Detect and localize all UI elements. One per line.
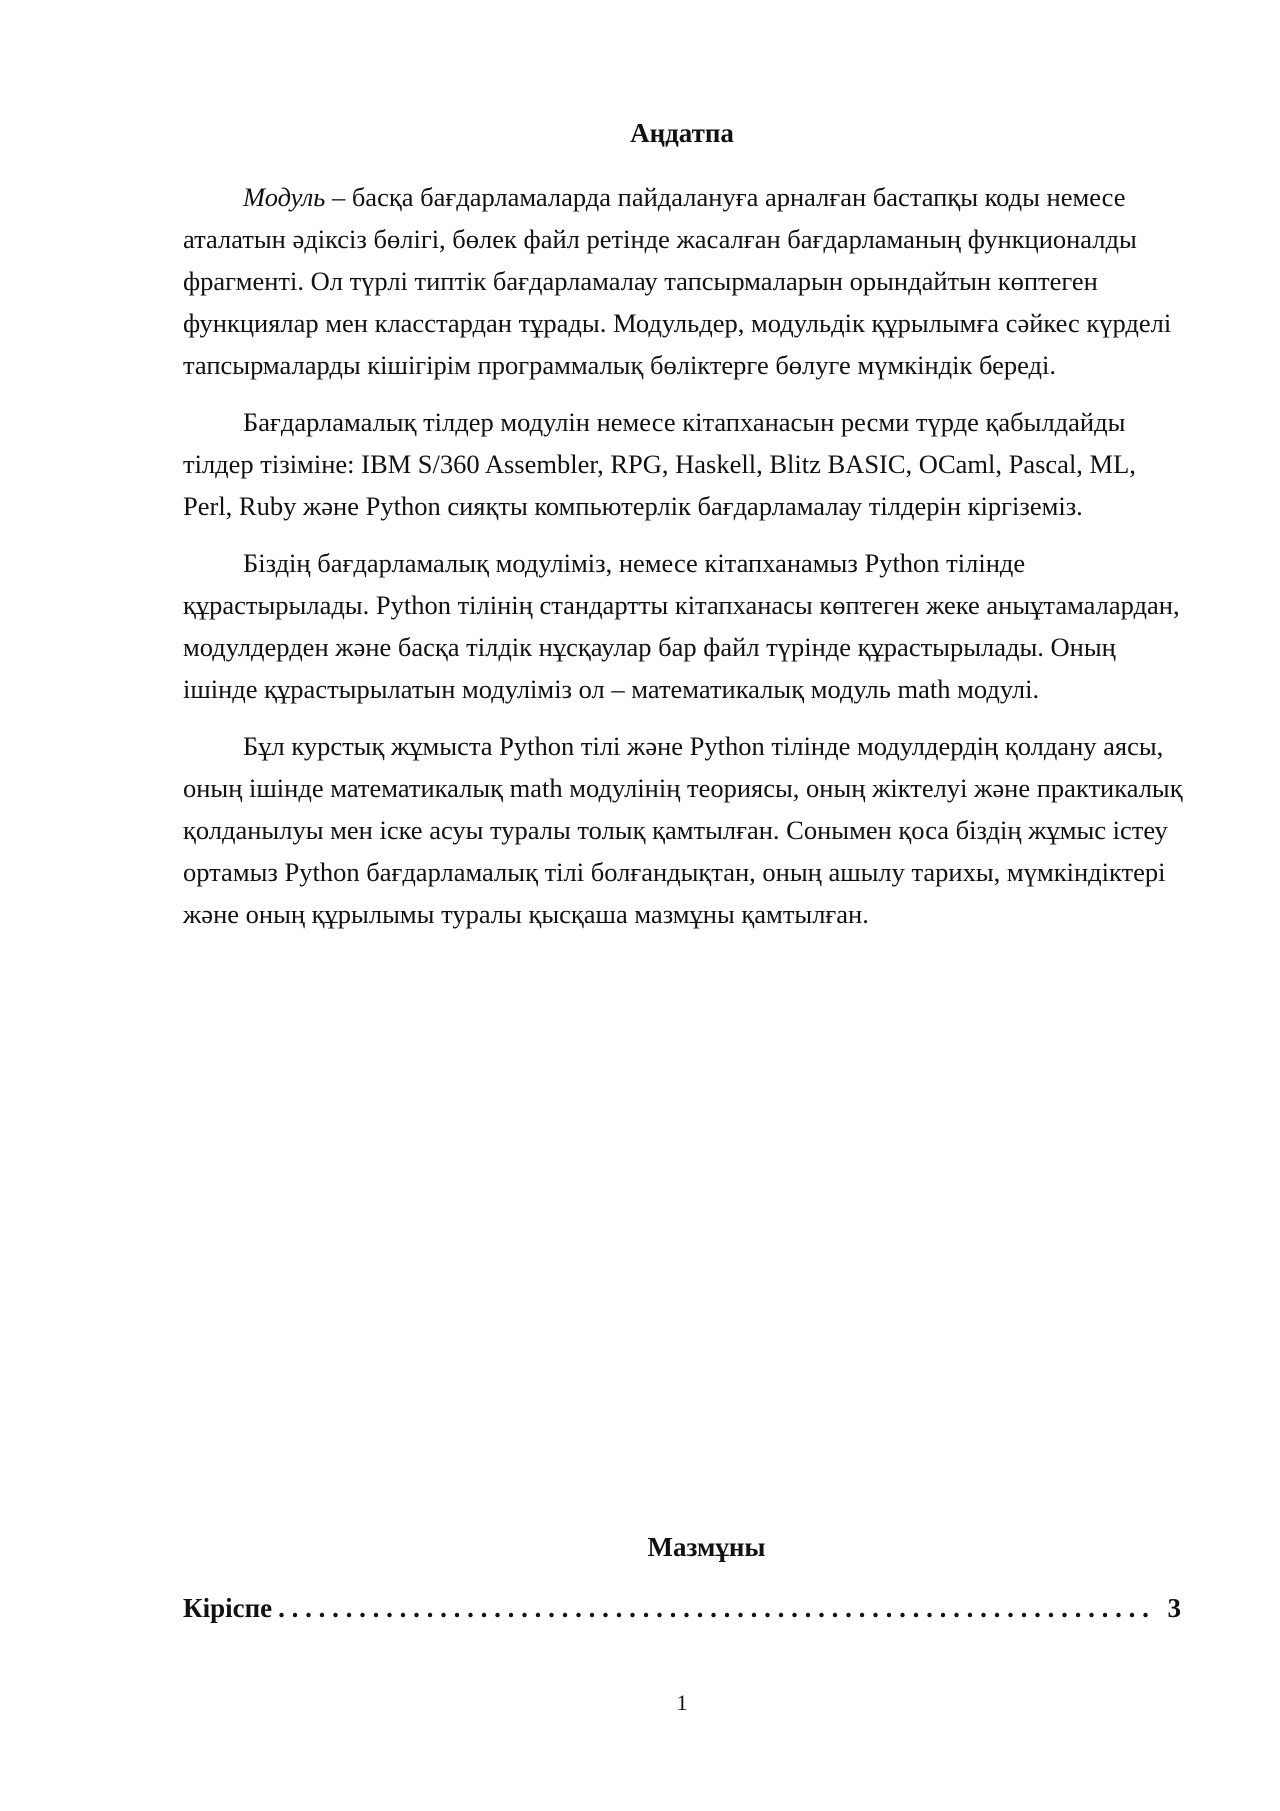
toc-entry-label: Кіріспе <box>183 1593 273 1623</box>
abstract-paragraph-2: Бағдарламалық тілдер модулін немесе кітапханасын ресми түрде қабылдайды тілдер тізіміне: IBM S/360 Assembler, RPG, Haskell, Blitz BASIC, OCaml, Pascal, ML, Perl, Ruby және Python сияқты компьютерлік бағдарламалау тілдерін кіргіземіз. <box>183 407 1136 521</box>
term-module: Модуль <box>243 182 326 212</box>
abstract-paragraph-4: Бұл курстық жұмыста Python тілі және Python тілінде модулдердің қолдану аясы, оның ішінде математикалық math модулінің теориясы, оның жіктелуі және практикалық қолданылуы мен іске асуы туралы толық қамтылған. Сонымен қоса біздің жұмыс істеу ортамыз Python бағдарламалық тілі болғандықтан, оның ашылу тарихы, мүмкіндіктері және оның құрылымы туралы қысқаша мазмұны қамтылған. <box>183 731 1183 929</box>
toc-title: Мазмұны <box>647 1532 766 1562</box>
abstract-paragraph-1 <box>183 176 1183 386</box>
abstract-title: Аңдатпа <box>630 118 734 148</box>
toc-entry-page: 3 <box>1167 1593 1181 1623</box>
toc-leader-dots <box>278 1587 1149 1629</box>
abstract-paragraph-3: Біздің бағдарламалық модуліміз, немесе кітапханамыз Python тілінде құрастырылады. Python тілінің стандартты кітапханасы көптеген жеке аныұтамалардан, модулдерден және басқа тілдік нұсқаулар бар файл түрінде құрастырылады. Оның ішінде құрастырылатын модуліміз ол – математикалық модуль math модулі. <box>183 548 1180 704</box>
abstract-body <box>183 176 1183 950</box>
abstract-paragraph-1-text: – басқа бағдарламаларда пайдалануға арналған бастапқы коды немесе аталатын әдіксіз бөлігі, бөлек файл ретінде жасалған бағдарламаның функционалды фрагменті. Ол түрлі типтік бағдарламалау тапсырмаларын орындайтын көптеген функциялар мен класстардан тұрады. Модульдер, модульдік құрылымға сәйкес күрделі тапсырмаларды кішігірім программалық бөліктерге бөлуге мүмкіндік береді. <box>183 182 1172 380</box>
page-number: 1 <box>676 1690 688 1715</box>
toc-entry-introduction[interactable] <box>183 1587 1181 1629</box>
